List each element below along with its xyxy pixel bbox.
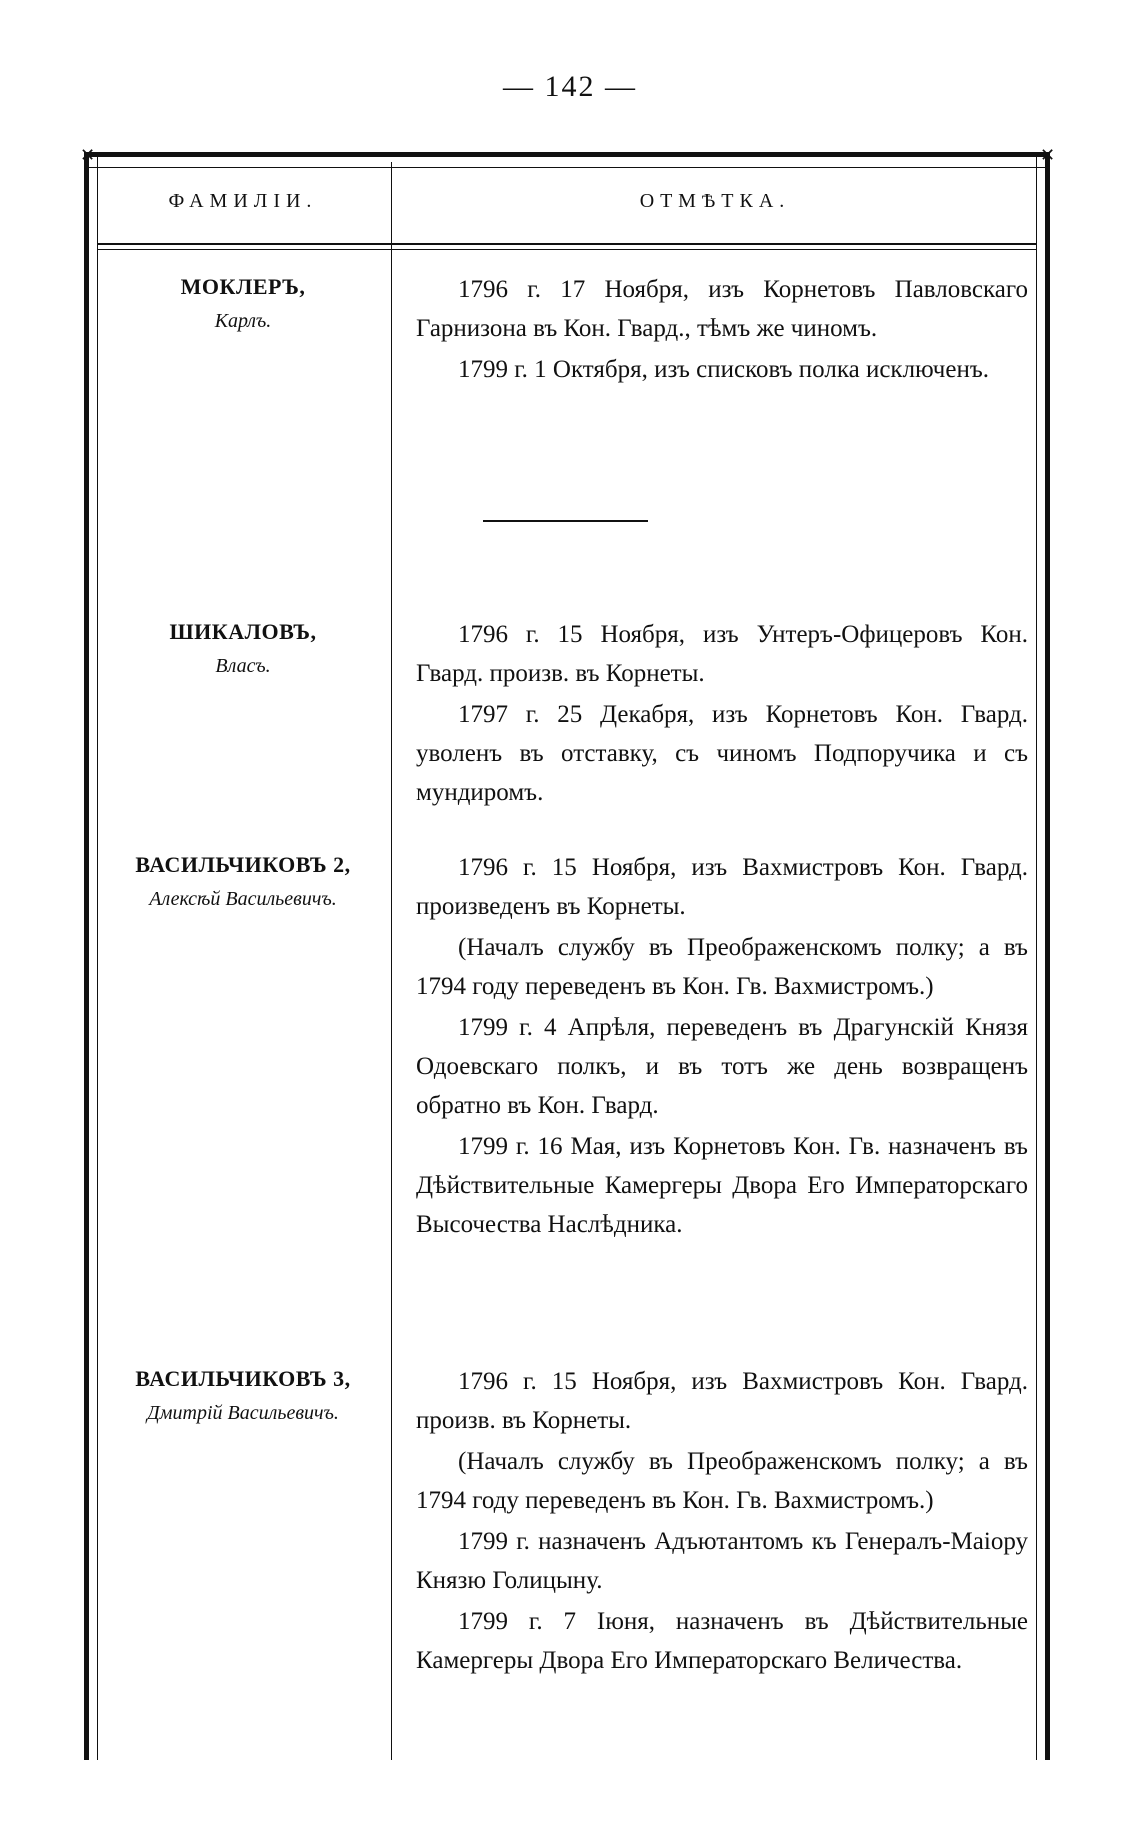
header-surnames: ФАМИЛІИ. xyxy=(168,190,318,212)
entry-note: (Началъ службу въ Преображенскомъ полку; а въ 1794 году переведенъ въ Кон. Гв. Вахмистромъ.) xyxy=(416,934,1028,1000)
entry-given-name: Алексѣй Васильевичъ. xyxy=(149,888,337,910)
entry-surname: ВАСИЛЬЧИКОВЪ 2, xyxy=(135,852,351,877)
entry-surname: МОКЛЕРЪ, xyxy=(180,274,306,299)
entry-note: 1796 г. 15 Ноября, изъ Вахмистровъ Кон. Гвард. произв. въ Корнеты. xyxy=(416,1368,1028,1434)
entry-name xyxy=(98,270,388,338)
entry-surname: ШИКАЛОВЪ, xyxy=(169,619,317,644)
entry-given-name: Карлъ. xyxy=(214,310,272,332)
table-frame-top xyxy=(84,152,1046,168)
entry-note: 1797 г. 25 Декабря, изъ Корнетовъ Кон. Гвард. уволенъ въ отставку, съ чиномъ Подпоручика и съ мундиромъ. xyxy=(416,701,1028,806)
entry-notes xyxy=(416,848,1028,1246)
entry-notes xyxy=(416,270,1028,391)
entry-separator xyxy=(483,520,648,522)
entry-notes xyxy=(416,615,1028,814)
entry-name xyxy=(98,1362,388,1430)
entry-notes xyxy=(416,1362,1028,1682)
entry-note: (Началъ службу въ Преображенскомъ полку; а въ 1794 году переведенъ въ Кон. Гв. Вахмистромъ.) xyxy=(416,1448,1028,1514)
entry-note: 1799 г. 1 Октября, изъ списковъ полка исключенъ. xyxy=(458,356,989,383)
column-divider xyxy=(391,162,392,1760)
table-frame-right xyxy=(1036,152,1050,1760)
corner-ornament-icon: ✕ xyxy=(1040,145,1056,165)
entry-note: 1799 г. 4 Апрѣля, переведенъ въ Драгунскій Князя Одоевскаго полкъ, и въ тотъ же день возвращенъ обратно въ Кон. Гвард. xyxy=(416,1014,1028,1119)
entry-given-name: Дмитрій Васильевичъ. xyxy=(147,1402,339,1424)
entry-note: 1799 г. 16 Мая, изъ Корнетовъ Кон. Гв. назначенъ въ Дѣйствительные Камергеры Двора Его Императорскаго Высочества Наслѣдника. xyxy=(416,1133,1028,1238)
entry-note: 1799 г. 7 Іюня, назначенъ въ Дѣйствительные Камергеры Двора Его Императорскаго Величества. xyxy=(416,1608,1028,1674)
entry-name xyxy=(98,848,388,916)
corner-ornament-icon: ✕ xyxy=(80,145,96,165)
page-number: — 142 — xyxy=(503,70,637,103)
table-frame-left xyxy=(84,152,98,1760)
header-rule xyxy=(98,243,1036,250)
entry-note: 1796 г. 15 Ноября, изъ Вахмистровъ Кон. Гвард. произведенъ въ Корнеты. xyxy=(416,854,1028,920)
entry-surname: ВАСИЛЬЧИКОВЪ 3, xyxy=(135,1366,351,1391)
entry-note: 1796 г. 17 Ноября, изъ Корнетовъ Павловскаго Гарнизона въ Кон. Гвард., тѣмъ же чиномъ. xyxy=(416,276,1028,342)
header-remarks: ОТМѢТКА. xyxy=(639,190,791,212)
entry-note: 1799 г. назначенъ Адъютантомъ къ Генералъ-Маіору Князю Голицыну. xyxy=(416,1528,1028,1594)
entry-given-name: Власъ. xyxy=(215,655,271,677)
entry-note: 1796 г. 15 Ноября, изъ Унтеръ-Офицеровъ Кон. Гвард. произв. въ Корнеты. xyxy=(416,621,1028,687)
entry-name xyxy=(98,615,388,683)
